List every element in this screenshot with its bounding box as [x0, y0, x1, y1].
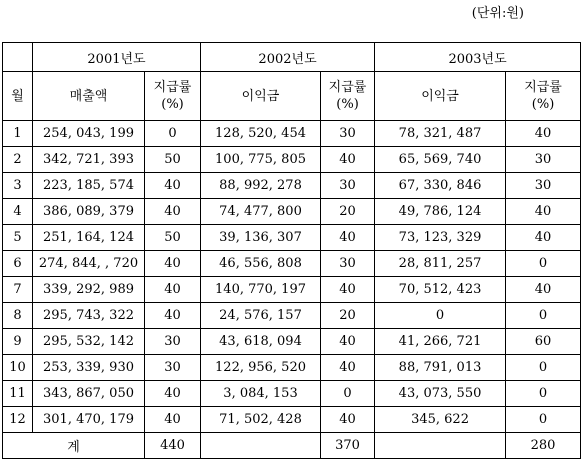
rate-label: 지급률	[153, 80, 192, 95]
table-row	[3, 277, 581, 303]
header-profit-2003: 이익금	[375, 72, 506, 121]
cell-sales-2001: 223, 185, 574	[33, 173, 145, 199]
cell-rate-2003: 40	[506, 277, 581, 303]
cell-rate-2003: 60	[506, 329, 581, 355]
table-row	[3, 407, 581, 433]
rate-unit: (%)	[531, 97, 555, 112]
table-row	[3, 251, 581, 277]
table-row	[3, 225, 581, 251]
cell-profit-2003: 70, 512, 423	[375, 277, 506, 303]
cell-profit-2002: 140, 770, 197	[201, 277, 321, 303]
cell-rate-2003: 0	[506, 407, 581, 433]
cell-sales-2001: 254, 043, 199	[33, 121, 145, 147]
cell-month: 1	[3, 121, 33, 147]
total-rate-2003: 280	[506, 433, 581, 459]
cell-profit-2003: 41, 266, 721	[375, 329, 506, 355]
header-profit-2002: 이익금	[201, 72, 321, 121]
cell-rate-2002: 30	[321, 121, 375, 147]
header-year-2003: 2003년도	[375, 43, 581, 72]
cell-profit-2003: 0	[375, 303, 506, 329]
table-row	[3, 173, 581, 199]
header-year-2002: 2002년도	[201, 43, 375, 72]
cell-rate-2002: 40	[321, 147, 375, 173]
cell-month: 5	[3, 225, 33, 251]
cell-rate-2002: 40	[321, 329, 375, 355]
unit-label: (단위:원)	[471, 6, 524, 21]
table-row	[3, 147, 581, 173]
cell-rate-2003: 40	[506, 199, 581, 225]
cell-rate-2001: 0	[145, 121, 201, 147]
cell-sales-2001: 342, 721, 393	[33, 147, 145, 173]
cell-profit-2003: 49, 786, 124	[375, 199, 506, 225]
cell-rate-2001: 30	[145, 329, 201, 355]
empty-corner-cell	[3, 43, 33, 72]
cell-month: 7	[3, 277, 33, 303]
cell-rate-2002: 40	[321, 277, 375, 303]
cell-rate-2001: 40	[145, 199, 201, 225]
cell-month: 12	[3, 407, 33, 433]
cell-profit-2002: 71, 502, 428	[201, 407, 321, 433]
header-rate-2001	[145, 72, 201, 121]
cell-rate-2001: 30	[145, 355, 201, 381]
cell-month: 4	[3, 199, 33, 225]
table-row	[3, 355, 581, 381]
cell-rate-2003: 30	[506, 147, 581, 173]
header-year-2001: 2001년도	[33, 43, 201, 72]
cell-month: 11	[3, 381, 33, 407]
cell-profit-2002: 24, 576, 157	[201, 303, 321, 329]
cell-month: 9	[3, 329, 33, 355]
cell-sales-2001: 301, 470, 179	[33, 407, 145, 433]
cell-rate-2001: 40	[145, 303, 201, 329]
cell-rate-2001: 40	[145, 173, 201, 199]
cell-sales-2001: 295, 532, 142	[33, 329, 145, 355]
cell-profit-2002: 128, 520, 454	[201, 121, 321, 147]
cell-month: 6	[3, 251, 33, 277]
cell-rate-2003: 0	[506, 355, 581, 381]
cell-rate-2001: 40	[145, 277, 201, 303]
cell-sales-2001: 253, 339, 930	[33, 355, 145, 381]
cell-profit-2003: 78, 321, 487	[375, 121, 506, 147]
header-sales: 매출액	[33, 72, 145, 121]
header-row-columns	[3, 72, 581, 121]
table-row	[3, 329, 581, 355]
cell-profit-2002: 122, 956, 520	[201, 355, 321, 381]
cell-profit-2003: 345, 622	[375, 407, 506, 433]
cell-rate-2001: 50	[145, 225, 201, 251]
cell-rate-2002: 20	[321, 303, 375, 329]
table-row	[3, 199, 581, 225]
cell-profit-2002: 39, 136, 307	[201, 225, 321, 251]
cell-rate-2003: 30	[506, 173, 581, 199]
cell-sales-2001: 274, 844, , 720	[33, 251, 145, 277]
cell-sales-2001: 343, 867, 050	[33, 381, 145, 407]
rate-label: 지급률	[328, 80, 367, 95]
table-row	[3, 303, 581, 329]
header-month: 월	[3, 72, 33, 121]
cell-month: 2	[3, 147, 33, 173]
rate-label: 지급률	[524, 80, 562, 95]
table-row	[3, 121, 581, 147]
cell-rate-2002: 0	[321, 381, 375, 407]
cell-rate-2003: 0	[506, 381, 581, 407]
rate-unit: (%)	[161, 97, 184, 112]
table-row	[3, 381, 581, 407]
cell-profit-2003: 43, 073, 550	[375, 381, 506, 407]
cell-rate-2002: 30	[321, 251, 375, 277]
total-rate-2001: 440	[145, 433, 201, 459]
cell-profit-2003: 73, 123, 329	[375, 225, 506, 251]
cell-profit-2003: 65, 569, 740	[375, 147, 506, 173]
cell-rate-2003: 0	[506, 303, 581, 329]
cell-rate-2002: 40	[321, 225, 375, 251]
header-rate-2003	[506, 72, 581, 121]
cell-month: 3	[3, 173, 33, 199]
cell-sales-2001: 386, 089, 379	[33, 199, 145, 225]
cell-rate-2003: 40	[506, 225, 581, 251]
cell-profit-2002: 100, 775, 805	[201, 147, 321, 173]
total-rate-2002: 370	[321, 433, 375, 459]
cell-sales-2001: 295, 743, 322	[33, 303, 145, 329]
cell-rate-2001: 40	[145, 381, 201, 407]
cell-rate-2001: 40	[145, 407, 201, 433]
cell-rate-2002: 30	[321, 173, 375, 199]
cell-profit-2002: 74, 477, 800	[201, 199, 321, 225]
cell-rate-2001: 40	[145, 251, 201, 277]
cell-profit-2002: 46, 556, 808	[201, 251, 321, 277]
cell-rate-2002: 40	[321, 355, 375, 381]
payment-rate-table	[2, 42, 581, 459]
cell-profit-2003: 67, 330, 846	[375, 173, 506, 199]
cell-rate-2003: 40	[506, 121, 581, 147]
cell-rate-2002: 40	[321, 407, 375, 433]
header-row-years	[3, 43, 581, 72]
rate-unit: (%)	[336, 97, 359, 112]
cell-profit-2003: 88, 791, 013	[375, 355, 506, 381]
cell-sales-2001: 339, 292, 989	[33, 277, 145, 303]
total-label: 계	[3, 433, 145, 459]
cell-profit-2002: 43, 618, 094	[201, 329, 321, 355]
cell-rate-2003: 0	[506, 251, 581, 277]
cell-sales-2001: 251, 164, 124	[33, 225, 145, 251]
header-rate-2002	[321, 72, 375, 121]
cell-profit-2002: 88, 992, 278	[201, 173, 321, 199]
cell-profit-2002: 3, 084, 153	[201, 381, 321, 407]
cell-rate-2002: 20	[321, 199, 375, 225]
cell-month: 10	[3, 355, 33, 381]
cell-month: 8	[3, 303, 33, 329]
cell-rate-2001: 50	[145, 147, 201, 173]
cell-profit-2003: 28, 811, 257	[375, 251, 506, 277]
